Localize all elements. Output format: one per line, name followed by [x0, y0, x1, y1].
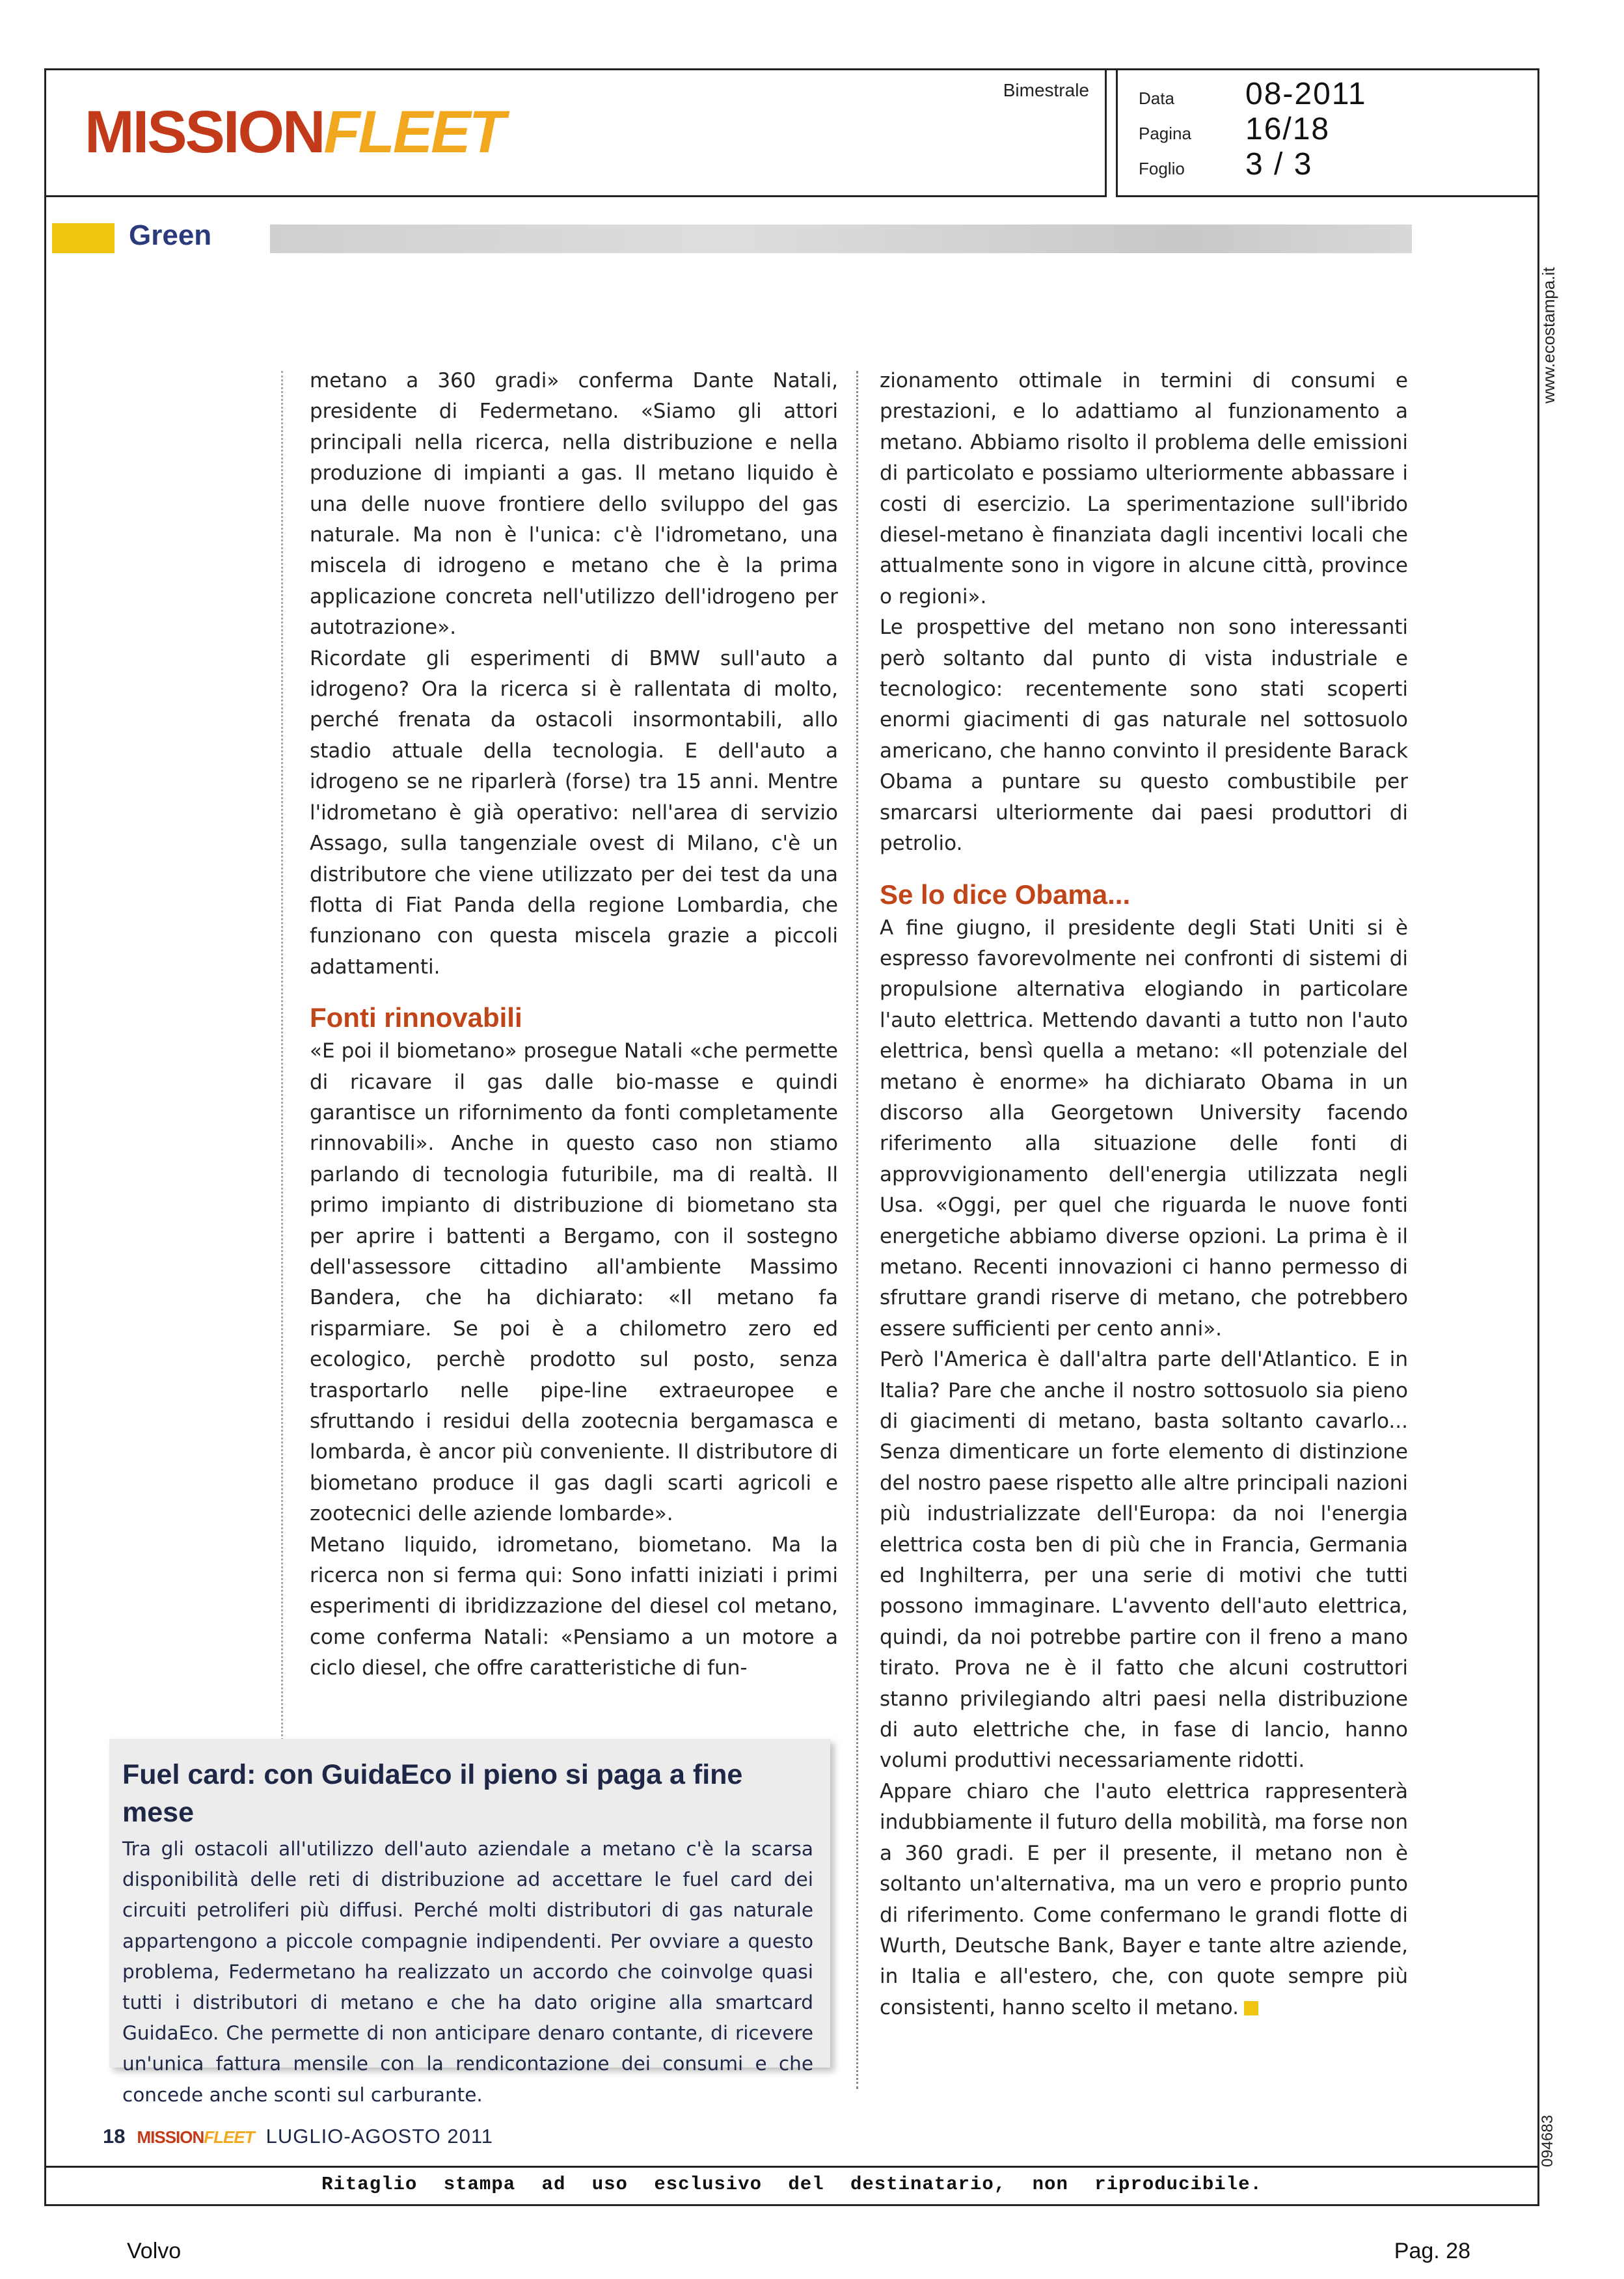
meta-box	[1116, 68, 1539, 197]
box-body: Tra gli ostacoli all'utilizzo dell'auto aziendale a metano c'è la scarsa disponibilità delle reti di distribuzione ad accettare le fuel card dei circuiti petroliferi più diffusi. Perché molti distributori di gas naturale appartengono a piccole compagnie indipendenti. Per ovviare a questo problema, Federmetano ha realizzato un accordo che coinvolge quasi tutti i distributori di metano e che ha dato origine alla smartcard GuidaEco. Che permette di non anticipare denaro contante, di ricevere un'unica fattura mensile con la rendicontazione dei consumi e che concede anche sconti sul carburante.	[122, 1838, 813, 2106]
data-label: Data	[1139, 89, 1174, 108]
right-paragraph-3: A fine giugno, il presidente degli Stati Uniti si è espresso favorevolmente nei confronti di sistemi di propulsione alternativa elogiando in particolare l'auto elettrica. Mettendo davanti a tutto non l'auto elettrica, bensì quella a metano: «Il potenziale del metano è enorme» ha dichiarato Obama in un discorso alla Georgetown University facendo riferimento alla situazione delle fonti di approvvigionamento dell'energia utilizzata negli Usa. «Oggi, per quel che riguarda le nuove fonti energetiche abbiamo diverse opzioni. La prima è il metano. Recenti innovazioni ci hanno permesso di sfruttare grandi riserve di metano, che potrebbero essere sufficienti per cento anni».	[880, 916, 1408, 1341]
side-url: www.ecostampa.it	[1539, 267, 1558, 403]
missionfleet-logo: MISSIONFLEET	[85, 99, 504, 165]
foglio-label: Foglio	[1139, 159, 1185, 178]
foglio-value: 3 / 3	[1245, 147, 1313, 182]
page-number: 18	[103, 2125, 126, 2148]
right-paragraph-2: Le prospettive del metano non sono interessanti però soltanto dal punto di vista industriale e tecnologico: recentemente sono stati scoperti enormi giacimenti di gas naturale nel sottosuolo americano, che hanno convinto il presidente Barack Obama a puntare su questo combustibile per smarcarsi ulteriormente dai paesi produttori di petrolio.	[880, 616, 1408, 856]
client-name: Volvo	[127, 2239, 182, 2263]
meta-data-row	[1139, 76, 1367, 112]
left-paragraph-2: Ricordate gli esperimenti di BMW sull'auto a idrogeno? Ora la ricerca si è rallentata di molto, perché frenata da ostacoli insormontabili, allo stadio attuale della tecnologia. E dell'auto a idrogeno se ne riparlerà (forse) tra 15 anni. Mentre l'idrometano è già operativo: nell'area di servizio Assago, sulla tangenziale ovest di Milano, c'è un distributore che viene utilizzato per dei test da una flotta di Fiat Panda della regione Lombardia, che funzionano con questa miscela grazie a piccoli adattamenti.	[310, 646, 838, 979]
left-heading: Fonti rinnovabili	[310, 1002, 522, 1033]
right-column	[880, 366, 1408, 2023]
end-of-article-marker	[1244, 2001, 1258, 2015]
page-footer	[103, 2125, 493, 2148]
section-label: Green	[129, 219, 212, 251]
section-bar	[52, 218, 1412, 258]
right-paragraph-1: zionamento ottimale in termini di consumi e prestazioni, e lo adattiamo al funzionamento a metano. Abbiamo risolto il problema delle emissioni di particolato e possiamo ulteriormente abbassare i costi di esercizio. La sperimentazione sull'ibrido diesel-metano è finanziata dagli incentivi locali che attualmente sono in vigore in alcune città, province o regioni».	[880, 369, 1408, 608]
pagina-value: 16/18	[1245, 112, 1331, 146]
header	[44, 68, 1539, 197]
logo-box	[44, 68, 1107, 197]
left-paragraph-3: «E poi il biometano» prosegue Natali «che permette di ricavare il gas dalle bio-masse e quindi garantisce un rifornimento da fonti completamente rinnovabili». Anche in questo caso non stiamo parlando di tecnologia futuribile, ma di realtà. Il primo impianto di distribuzione di biometano sta per aprire i battenti a Bergamo, con il sostegno dell'assessore cittadino all'ambiente Massimo Bandera, che ha dichiarato: «Il metano fa risparmiare. Se poi è a chilometro zero ed ecologico, perchè prodotto sul posto, senza trasportarlo nelle pipe-line extraeuropee e sfruttando i residui della zootecnia bergamasca e lombarda, è ancor più conveniente. Il distributore di biometano produce il gas dagli scarti agricoli e zootecnici delle aziende lombarde».	[310, 1039, 838, 1526]
clip-note: Ritaglio stampa ad uso esclusivo del destinatario, non riproducibile.	[321, 2174, 1262, 2195]
meta-pagina-row	[1139, 111, 1330, 147]
right-heading: Se lo dice Obama...	[880, 879, 1131, 910]
right-paragraph-4: Però l'America è dall'altra parte dell'Atlantico. E in Italia? Pare che anche il nostro sottosuolo sia pieno di giacimenti di metano, basta soltanto cavarlo... Senza dimenticare un forte elemento di distinzione del nostro paese rispetto alle altre principali nazioni più industrializzate dell'Europa: da noi l'energia elettrica costa ben di più che in Francia, Germania ed Inghilterra, per una serie di motivi che tutti possono immaginare. L'avvento dell'auto elettrica, quindi, da noi potrebbe partire con il freno a mano tirato. Prova ne è il fatto che alcuni costruttori stanno privilegiando altri paesi nella distribuzione di auto elettriche che, in fase di lancio, hanno volumi produttivi necessariamente ridotti.	[880, 1348, 1408, 1773]
left-margin-rule	[281, 371, 283, 1744]
issue-date: LUGLIO-AGOSTO 2011	[265, 2125, 493, 2148]
column-divider	[856, 371, 858, 2089]
footer-logo: MISSIONFLEET	[137, 2127, 254, 2147]
page-reference: Pag. 28	[1394, 2239, 1470, 2263]
left-paragraph-1: metano a 360 gradi» conferma Dante Natali, presidente di Federmetano. «Siamo gli attori principali nella ricerca, nella distribuzione e nella produzione di impianti a gas. Il metano liquido è una delle nuove frontiere dello sviluppo del gas naturale. Ma non è l'unica: c'è l'idrometano, una miscela di idrogeno e metano che è la prima applicazione concreta nell'utilizzo dell'idrogeno per autotrazione».	[310, 369, 838, 640]
section-marker	[52, 223, 115, 253]
pagina-label: Pagina	[1139, 124, 1191, 143]
data-value: 08-2011	[1245, 77, 1367, 111]
left-column	[310, 366, 838, 1684]
periodicity: Bimestrale	[1003, 80, 1089, 100]
right-paragraph-5-wrap	[880, 1777, 1408, 2023]
meta-foglio-row	[1139, 146, 1312, 182]
side-code: 094683	[1539, 2114, 1556, 2167]
fuel-card-box	[109, 1739, 830, 2106]
section-strip	[270, 225, 1412, 253]
box-title: Fuel card: con GuidaEco il pieno si paga a fine mese	[122, 1759, 743, 1828]
left-paragraph-4: Metano liquido, idrometano, biometano. Ma la ricerca non si ferma qui: Sono infatti iniziati i primi esperimenti di ibridizzazione del diesel col metano, come conferma Natali: «Pensiamo a un motore a ciclo diesel, che offre caratteristiche di fun-	[310, 1533, 838, 1680]
right-paragraph-5: Appare chiaro che l'auto elettrica rappresenterà indubbiamente il futuro della mobilità, ma forse non a 360 gradi. E per il presente, il metano non è soltanto un'alternativa, ma un vero e proprio punto di riferimento. Come confermano le grandi flotte di Wurth, Deutsche Bank, Bayer e tante altre aziende, in Italia e all'estero, che, con quote sempre più consistenti, hanno scelto il metano.	[880, 1779, 1408, 2019]
clip-divider	[44, 2166, 1539, 2168]
